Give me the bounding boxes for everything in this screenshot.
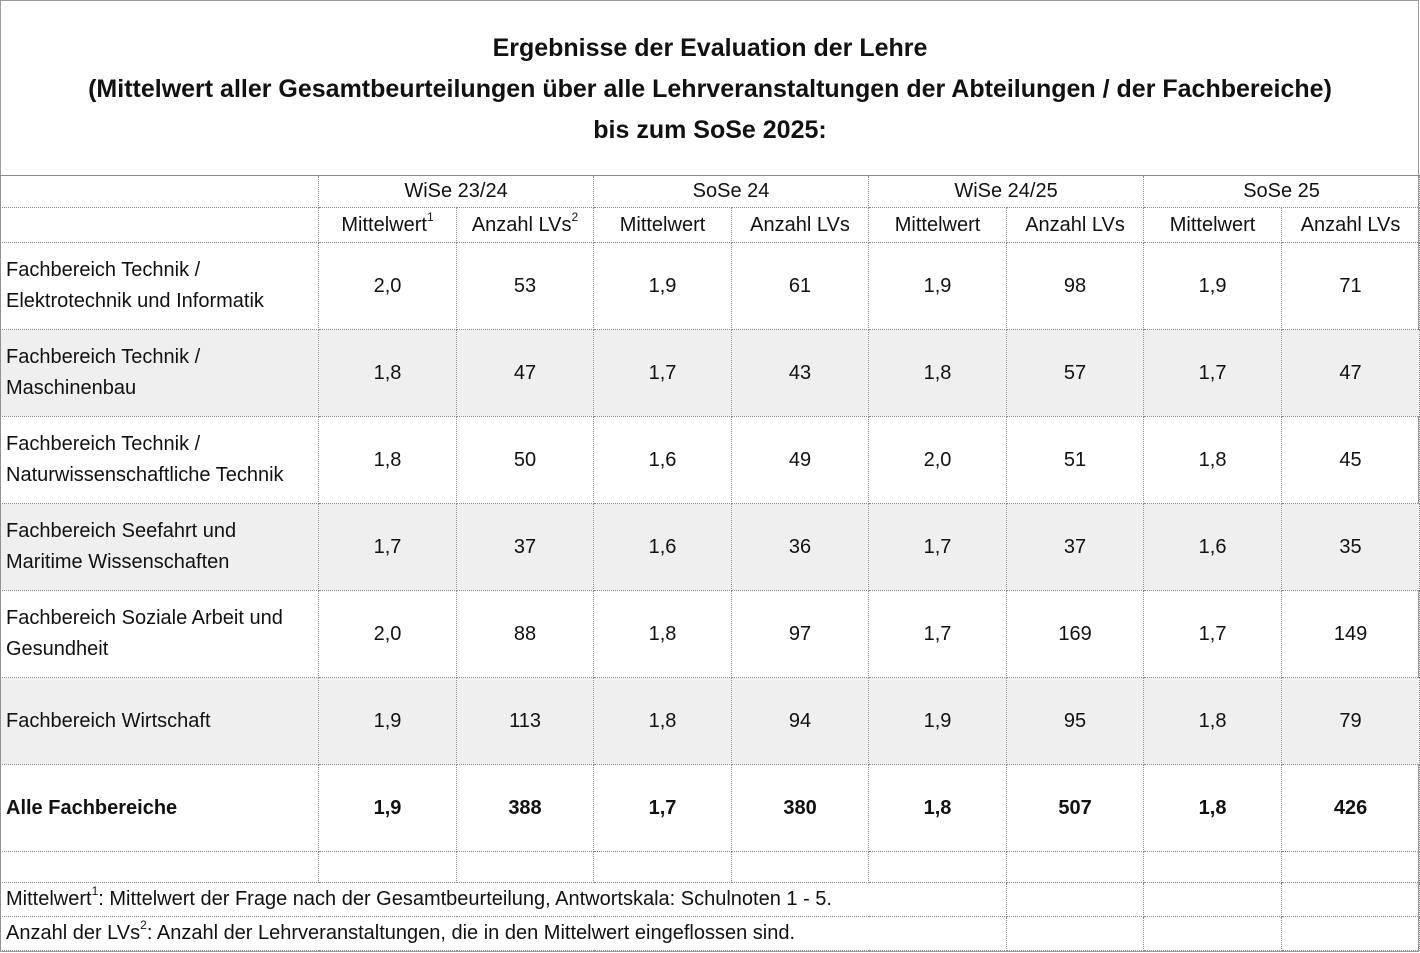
row-label: Fachbereich Technik / Elektrotechnik und Informatik xyxy=(1,243,319,330)
footnote-marker: 1 xyxy=(426,209,434,224)
total-value: 1,7 xyxy=(594,765,732,852)
page-title xyxy=(0,28,1420,151)
row-label: Fachbereich Technik / Naturwissenschaftliche Technik xyxy=(1,417,319,504)
footnote-marker: 2 xyxy=(571,209,579,224)
title-line-1: Ergebnisse der Evaluation der Lehre xyxy=(492,34,928,62)
cell-value: 97 xyxy=(732,591,869,678)
cell-value: 1,6 xyxy=(594,417,732,504)
cell-value: 1,7 xyxy=(1144,591,1282,678)
cell-value: 2,0 xyxy=(319,591,457,678)
evaluation-table xyxy=(0,175,1420,951)
title-line-3: bis zum SoSe 2025: xyxy=(593,116,827,144)
footnote-2: Anzahl der LVs$^2$: Anzahl der Lehrveranstaltungen, die in den Mittelwert eingeflossen sind. xyxy=(1,917,1007,951)
cell-value: 1,9 xyxy=(1144,243,1282,330)
total-value: 507 xyxy=(1007,765,1144,852)
cell-value: 1,8 xyxy=(869,330,1007,417)
subheader-mittelwert: Mittelwert xyxy=(1144,208,1282,243)
cell-value: 53 xyxy=(457,243,594,330)
total-value: 426 xyxy=(1282,765,1420,852)
semester-header: SoSe 24 xyxy=(594,176,869,208)
total-value: 1,8 xyxy=(1144,765,1282,852)
cell-value: 94 xyxy=(732,678,869,765)
subheader-mittelwert: Mittelwert$^1$ xyxy=(319,208,457,243)
cell-value: 50 xyxy=(457,417,594,504)
table-row xyxy=(1,591,1420,678)
table-row xyxy=(1,417,1420,504)
subheader-anzahl: Anzahl LVs xyxy=(1282,208,1420,243)
semester-header: WiSe 24/25 xyxy=(869,176,1144,208)
total-value: 1,9 xyxy=(319,765,457,852)
cell-value: 169 xyxy=(1007,591,1144,678)
total-label: Alle Fachbereiche xyxy=(1,765,319,852)
row-label: Fachbereich Soziale Arbeit und Gesundheit xyxy=(1,591,319,678)
subheader-anzahl: Anzahl LVs$^2$ xyxy=(457,208,594,243)
footnote-row xyxy=(1,883,1420,917)
table-row xyxy=(1,330,1420,417)
cell-value: 47 xyxy=(1282,330,1420,417)
cell-value: 1,9 xyxy=(869,678,1007,765)
total-value: 1,8 xyxy=(869,765,1007,852)
cell-value: 1,6 xyxy=(1144,504,1282,591)
cell-value: 45 xyxy=(1282,417,1420,504)
cell-value: 35 xyxy=(1282,504,1420,591)
cell-value: 43 xyxy=(732,330,869,417)
cell-value: 95 xyxy=(1007,678,1144,765)
cell-value: 57 xyxy=(1007,330,1144,417)
cell-value: 1,8 xyxy=(319,330,457,417)
cell-value: 37 xyxy=(1007,504,1144,591)
subheader-mittelwert: Mittelwert xyxy=(869,208,1007,243)
cell-value: 79 xyxy=(1282,678,1420,765)
subheader-corner xyxy=(1,208,319,243)
cell-value: 1,9 xyxy=(319,678,457,765)
title-line-2: (Mittelwert aller Gesamtbeurteilungen über alle Lehrveranstaltungen der Abteilungen / der Fachbereiche) xyxy=(88,75,1332,103)
cell-value: 149 xyxy=(1282,591,1420,678)
spacer-row xyxy=(1,852,1420,883)
footnote-row xyxy=(1,917,1420,951)
cell-value: 1,7 xyxy=(319,504,457,591)
total-row xyxy=(1,765,1420,852)
cell-value: 1,9 xyxy=(594,243,732,330)
cell-value: 98 xyxy=(1007,243,1144,330)
cell-value: 1,7 xyxy=(1144,330,1282,417)
cell-value: 51 xyxy=(1007,417,1144,504)
footnote-1: Mittelwert$^1$: Mittelwert der Frage nach der Gesamtbeurteilung, Antwortskala: Schulnoten 1 - 5. xyxy=(1,883,1007,917)
semester-header: SoSe 25 xyxy=(1144,176,1420,208)
row-label: Fachbereich Technik / Maschinenbau xyxy=(1,330,319,417)
cell-value: 1,8 xyxy=(1144,678,1282,765)
cell-value: 1,8 xyxy=(594,678,732,765)
cell-value: 49 xyxy=(732,417,869,504)
table-row xyxy=(1,504,1420,591)
total-value: 388 xyxy=(457,765,594,852)
table-row xyxy=(1,243,1420,330)
header-corner xyxy=(1,176,319,208)
row-label: Fachbereich Seefahrt und Maritime Wissenschaften xyxy=(1,504,319,591)
cell-value: 1,8 xyxy=(319,417,457,504)
cell-value: 1,8 xyxy=(594,591,732,678)
cell-value: 1,7 xyxy=(869,591,1007,678)
cell-value: 1,9 xyxy=(869,243,1007,330)
subheader-mittelwert: Mittelwert xyxy=(594,208,732,243)
total-value: 380 xyxy=(732,765,869,852)
cell-value: 1,7 xyxy=(594,330,732,417)
subheader-anzahl: Anzahl LVs xyxy=(1007,208,1144,243)
cell-value: 61 xyxy=(732,243,869,330)
cell-value: 37 xyxy=(457,504,594,591)
cell-value: 1,6 xyxy=(594,504,732,591)
cell-value: 71 xyxy=(1282,243,1420,330)
table-row xyxy=(1,678,1420,765)
subheader-anzahl: Anzahl LVs xyxy=(732,208,869,243)
semester-header: WiSe 23/24 xyxy=(319,176,594,208)
cell-value: 1,8 xyxy=(1144,417,1282,504)
cell-value: 88 xyxy=(457,591,594,678)
cell-value: 2,0 xyxy=(869,417,1007,504)
cell-value: 1,7 xyxy=(869,504,1007,591)
cell-value: 113 xyxy=(457,678,594,765)
cell-value: 2,0 xyxy=(319,243,457,330)
row-label: Fachbereich Wirtschaft xyxy=(1,678,319,765)
cell-value: 36 xyxy=(732,504,869,591)
cell-value: 47 xyxy=(457,330,594,417)
